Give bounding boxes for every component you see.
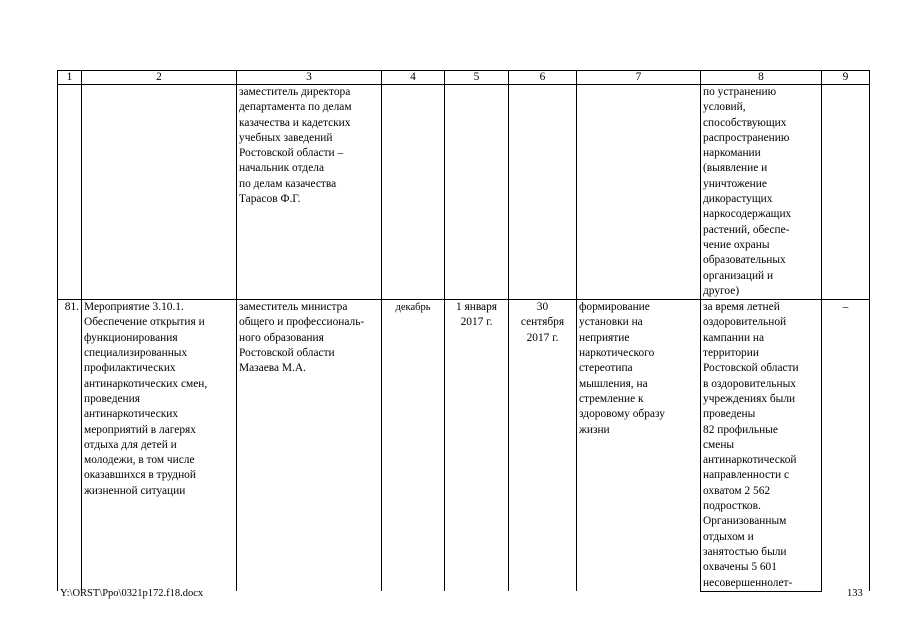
end-date-cell [509,300,577,592]
text-line: молодежи, в том числе [84,454,195,467]
text-line: территории [703,347,759,360]
text-line: антинаркотических смен, [84,377,208,390]
text-line: антинаркотической [703,454,797,467]
text-line: подростков. [703,500,761,513]
column-number: 7 [577,71,701,85]
column-number: 3 [237,71,382,85]
responsible-person-cell [237,85,382,300]
responsible-person-cell [237,300,382,592]
cell-empty [445,85,509,300]
text-line: другое) [703,284,740,297]
text-line: Мероприятие 3.10.1. [84,301,184,314]
cell-empty [82,85,237,300]
text-line: организаций и [703,269,774,282]
text-line: за время летней [703,301,780,314]
result-cell [701,85,822,300]
column-number: 9 [822,71,870,85]
text-line: 2017 г. [460,316,493,329]
continuation-row [58,85,870,300]
text-line: несовершеннолет- [703,576,793,589]
text-line: чение охраны [703,238,770,251]
text-line: охвачены 5 601 [703,561,777,574]
text-line: проведения [84,392,140,405]
report-table [57,70,870,592]
text-line: ного образования [239,331,324,344]
text-line: по устранению [703,86,777,98]
text-line: оздоровительной [703,316,787,329]
text-line: 30 [536,301,549,314]
text-line: казачества и кадетских [239,116,351,129]
text-line: заместитель директора [239,86,351,98]
text-line: растений, обеспе- [703,223,790,236]
text-line: мышления, на [579,377,648,390]
text-line: 1 января [455,301,498,314]
expected-result-cell [577,300,701,592]
text-line: Ростовской области [239,347,335,360]
text-line: занятостью были [703,545,787,558]
text-line: жизненной ситуации [84,484,186,497]
column-number-row [58,71,870,85]
text-line: стереотипа [579,362,633,375]
text-line: установки на [579,316,643,329]
text-line: Ростовской области – [239,147,344,160]
actual-result-cell [701,300,822,592]
text-line: мероприятий в лагерях [84,423,196,436]
text-line: отдыхом и [703,530,754,543]
text-line: Обеспечение открытия и [84,316,205,329]
column-number: 1 [58,71,82,85]
column-number: 5 [445,71,509,85]
cell-empty [577,85,701,300]
text-line: неприятие [579,331,630,344]
text-line: здоровому образу [579,408,665,421]
cell-empty [382,85,445,300]
text-line: образовательных [703,254,786,267]
text-line: жизни [579,423,610,436]
text-line: дикорастущих [703,193,773,206]
text-line: наркосодержащих [703,208,792,221]
footer-page-number: 133 [847,588,863,599]
text-line: наркотического [579,347,655,360]
text-line: Мазаева М.А. [239,362,306,375]
text-line: условий, [703,101,746,114]
start-date-cell [445,300,509,592]
column-number: 6 [509,71,577,85]
text-line: Ростовской области [703,362,799,375]
text-line: охватом 2 562 [703,484,771,497]
text-line: кампании на [703,331,765,344]
text-line: специализированных [84,347,188,360]
cell-empty [822,85,870,300]
text-line: профилактических [84,362,176,375]
text-line: проведены [703,408,756,421]
text-line: наркомании [703,147,761,160]
text-line: уничтожение [703,177,767,190]
text-line: по делам казачества [239,177,337,190]
footer-file-path: Y:\ORST\Ppo\0321p172.f18.docx [60,588,204,599]
text-line: департамента по делам [239,101,352,114]
cell-empty [58,85,82,300]
text-line: (выявление и [703,162,768,175]
text-line: учреждениях были [703,392,796,405]
text-line: начальник отдела [239,162,324,175]
text-line: оказавшихся в трудной [84,469,196,482]
text-line: отдыха для детей и [84,438,177,451]
activity-cell [82,300,237,592]
table-row-81 [58,300,870,592]
text-line: смены [703,438,735,451]
text-line: формирование [579,301,650,314]
text-line: Организованным [703,515,787,528]
text-line: антинаркотических [84,408,179,421]
column-number: 4 [382,71,445,85]
notes-cell: – [822,300,870,592]
text-line: учебных заведений [239,131,333,144]
text-line: стремление к [579,392,644,405]
text-line: заместитель министра [239,301,348,314]
text-line: способствующих [703,116,787,129]
text-line: в оздоровительных [703,377,796,390]
text-line: 82 профильные [703,423,778,436]
period-cell: декабрь [382,300,445,592]
text-line: сентября [520,316,565,329]
cell-empty [509,85,577,300]
text-line: функционирования [84,331,178,344]
text-line: Тарасов Ф.Г. [239,193,301,206]
column-number: 2 [82,71,237,85]
row-number: 81. [58,300,82,592]
text-line: общего и профессиональ- [239,316,365,329]
text-line: направленности с [703,469,790,482]
text-line: 2017 г. [526,331,559,344]
column-number: 8 [701,71,822,85]
text-line: распространению [703,131,790,144]
